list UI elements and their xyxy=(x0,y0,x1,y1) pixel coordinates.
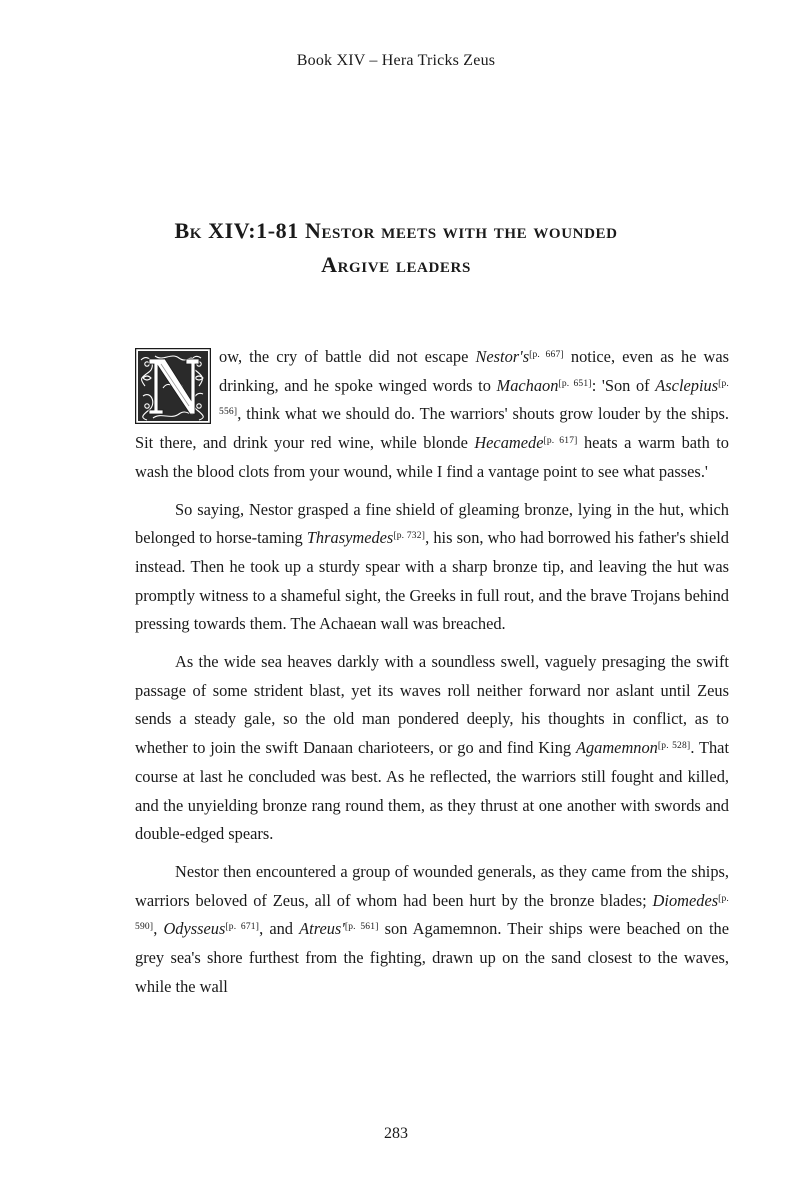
chapter-title-line-2: Argive leaders xyxy=(321,252,471,277)
page-reference: [ $^{p. 671}$ ] xyxy=(225,922,259,932)
page-reference: [ $^{p. 528}$ ] xyxy=(658,741,690,751)
text-run: son Agamemnon. Their ships were beached on the grey sea's shore furthest from the fighting, drawn up on the sand closest to the waves, while the wall xyxy=(135,919,729,996)
character-name: Machaon xyxy=(496,375,559,395)
text-run: : 'Son of xyxy=(591,375,656,395)
page-reference: [ $^{p. 556}$ ] xyxy=(219,379,729,418)
page-reference: [ $^{p. 561}$ ] xyxy=(345,922,379,932)
paragraph-3 xyxy=(135,648,729,849)
character-name: Diomedes xyxy=(652,890,719,910)
body-text xyxy=(135,343,729,1010)
character-name: Agamemnon xyxy=(575,738,658,758)
text-run: So saying, Nestor grasped a fine shield of gleaming bronze, lying in the hut, which belonged to horse-taming xyxy=(135,499,729,548)
text-run: , and xyxy=(259,919,300,939)
chapter-title xyxy=(120,214,672,282)
text-run: , his son, who had borrowed his father's shield instead. Then he took up a sturdy spear with a sharp bronze tip, and leaving the hut was promptly witness to a shameful sight, the Greeks in full rout, and the brave Trojans behind pressing towards them. The Achaean wall was breached. xyxy=(135,528,730,634)
character-name: Thrasymedes xyxy=(306,528,394,548)
character-name: Odysseus xyxy=(163,919,226,939)
page-reference: [ $^{p. 590}$ ] xyxy=(135,894,729,933)
paragraph-1 xyxy=(135,343,729,487)
chapter-title-line-1: Bk XIV:1-81 Nestor meets with the wounded xyxy=(174,218,618,243)
text-run: . That course at last he concluded was best. As he reflected, the warriors still fought and killed, and the unyielding bronze rang round them, as they thrust at one another with swords and double-edged spears. xyxy=(135,738,730,844)
character-name: Asclepius xyxy=(655,375,719,395)
character-name: Hecamede xyxy=(474,433,544,453)
paragraph-2 xyxy=(135,496,729,640)
drop-cap-n-icon xyxy=(135,348,211,424)
running-head: Book XIV – Hera Tricks Zeus xyxy=(296,52,496,69)
character-name: Nestor's xyxy=(475,347,530,366)
page-reference: [ $^{p. 617}$ ] xyxy=(543,436,577,446)
text-run: , xyxy=(153,919,164,939)
text-run: ow, the cry of battle did not escape xyxy=(219,347,476,366)
text-run: notice, even as he was drinking, and he spoke winged words to xyxy=(219,347,730,395)
page-reference: [ $^{p. 651}$ ] xyxy=(558,379,591,389)
page-reference: [ $^{p. 667}$ ] xyxy=(529,350,564,360)
text-run: As the wide sea heaves darkly with a soundless swell, vaguely presaging the swift passage of some strident blast, yet its waves roll neither forward nor aslant until Zeus sends a steady gale, so the old man pondered deeply, his thoughts in conflict, as to whether to join the swift Danaan charioteers, or go and find King xyxy=(135,652,729,758)
page-reference: [ $^{p. 732}$ ] xyxy=(393,531,425,541)
text-run: Nestor then encountered a group of wounded generals, as they came from the ships, warriors beloved of Zeus, all of whom had been hurt by the bronze blades; xyxy=(135,861,729,910)
page-number: 283 xyxy=(384,1125,408,1142)
text-run: heats a warm bath to wash the blood clots from your wound, while I find a vantage point to see what passes.' xyxy=(135,433,729,481)
text-run: , think what we should do. The warriors' shouts grow louder by the ships. Sit there, and drink your red wine, while blonde xyxy=(135,404,729,453)
character-name: Atreus' xyxy=(299,919,345,939)
paragraph-4 xyxy=(135,858,729,1002)
